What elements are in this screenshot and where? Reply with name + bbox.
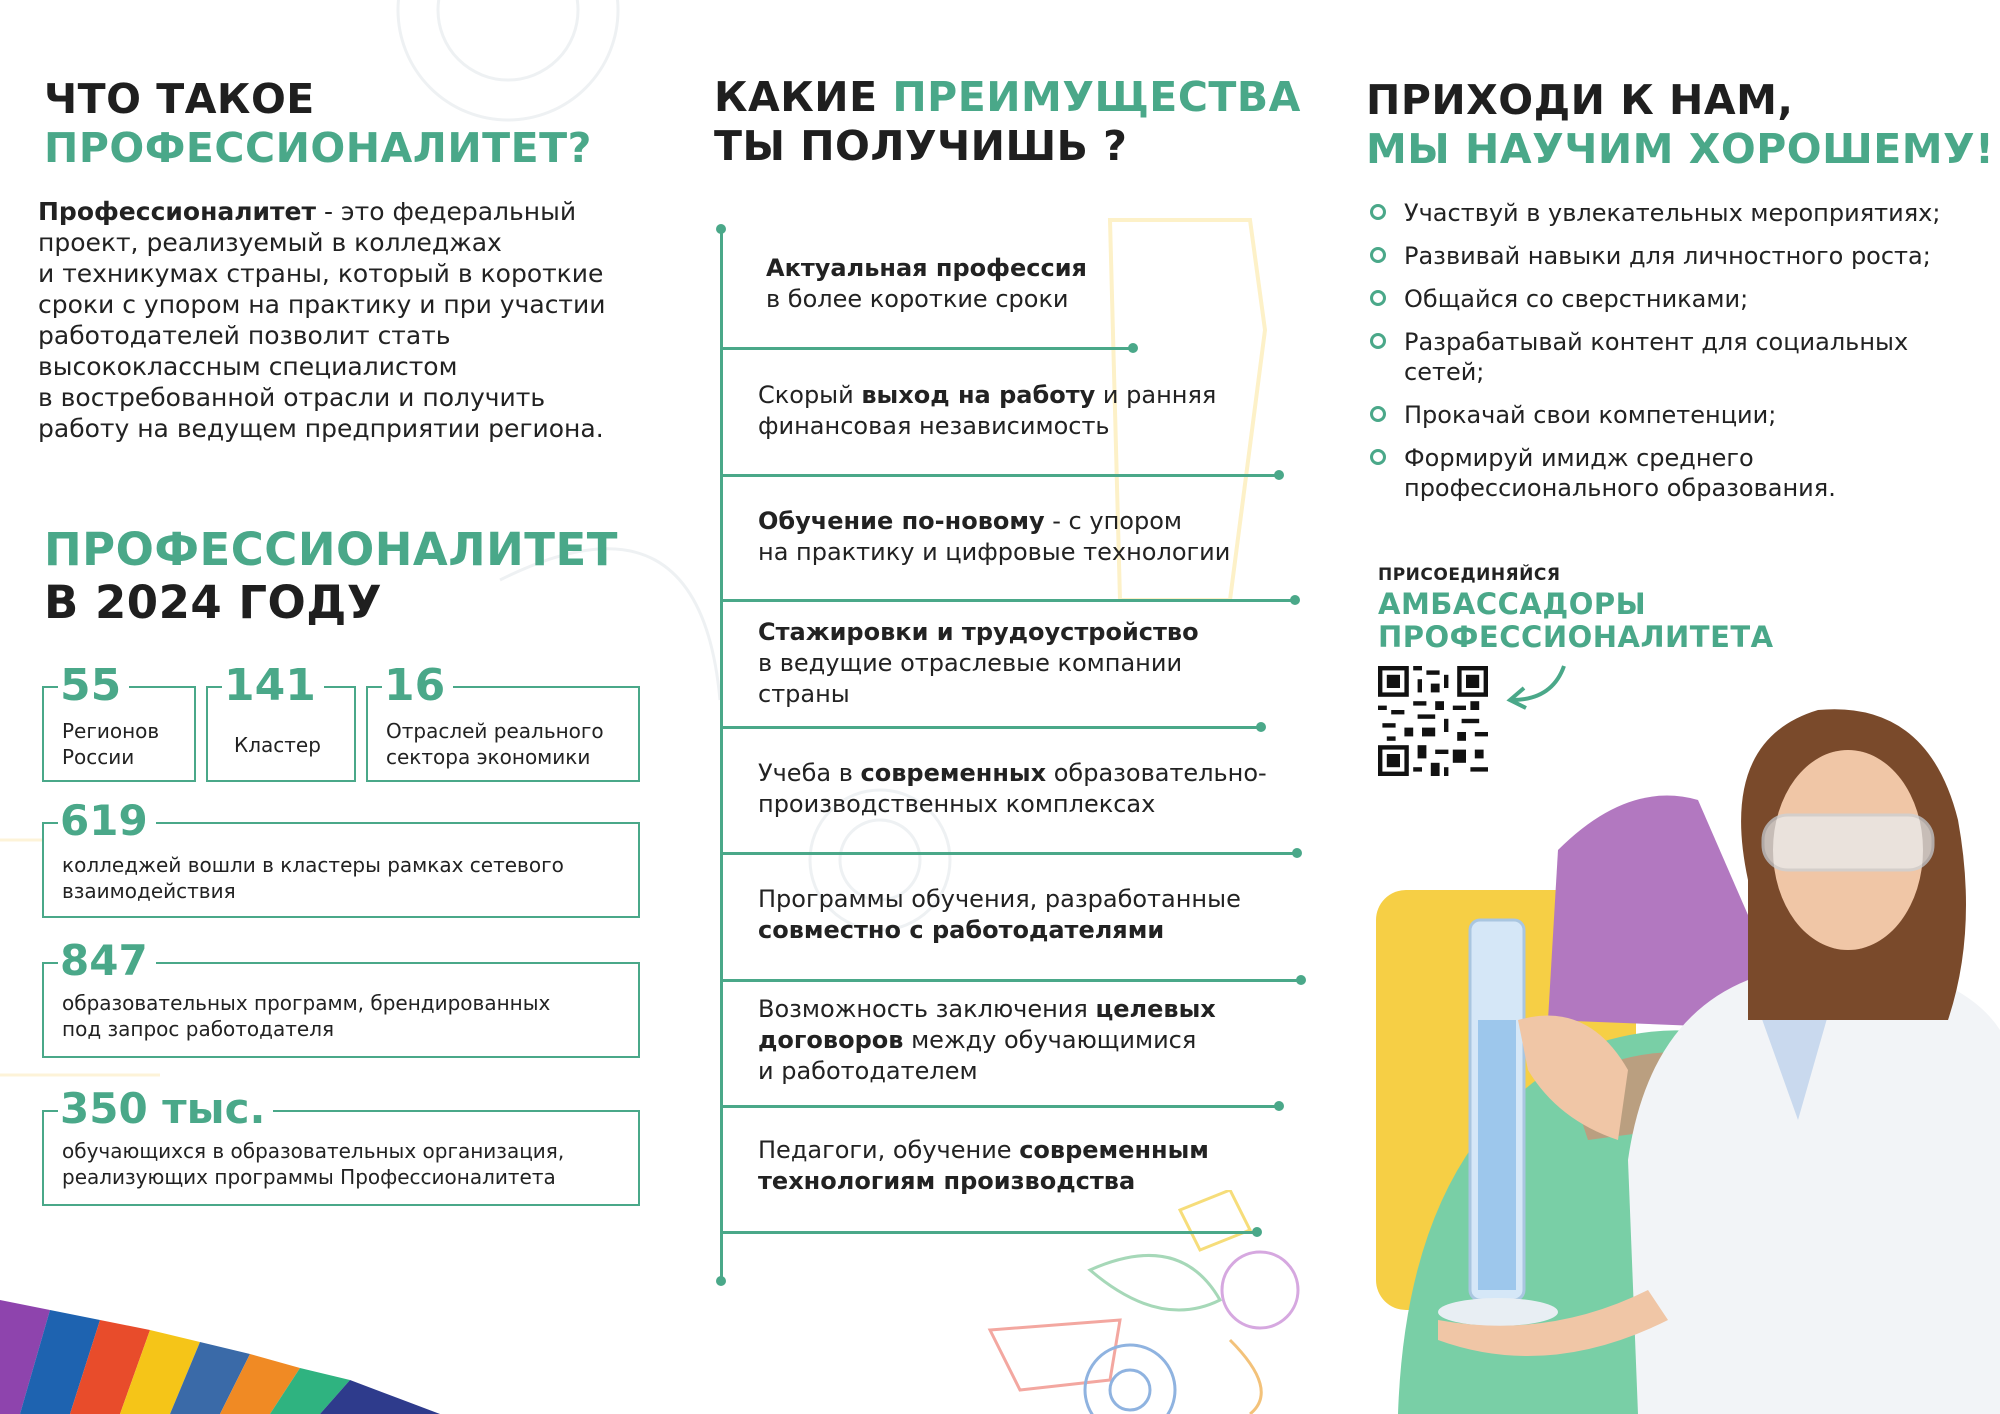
intro-bold-term: Профессионалитет xyxy=(38,197,316,226)
ambassadors-line2: ПРОФЕССИОНАЛИТЕТА xyxy=(1378,619,1774,654)
intro-line: и техникумах страны, который в короткие xyxy=(38,259,604,288)
stat-programs xyxy=(42,936,640,1058)
arrow-icon xyxy=(1502,662,1570,710)
stat-label-line1: Регионов xyxy=(62,719,160,743)
stat-label xyxy=(62,1138,564,1190)
stat-number: 350 тыс. xyxy=(58,1088,273,1130)
stat-label-line1: образовательных программ, брендированных xyxy=(62,991,551,1015)
stat-number: 16 xyxy=(382,664,453,708)
join-label: ПРИСОЕДИНЯЙСЯ xyxy=(1378,565,1561,585)
benefit-bold: совместно с работодателями xyxy=(758,916,1165,944)
timeline-separator xyxy=(722,474,1278,477)
stat-label-line1: колледжей вошли в кластеры рамках сетевого xyxy=(62,853,564,877)
list-item xyxy=(1368,241,1988,271)
intro-line: работу на ведущем предприятии региона. xyxy=(38,414,604,443)
circle-bullet-icon xyxy=(1370,247,1386,263)
outline-shapes xyxy=(980,1190,1340,1414)
benefit-bold: современным xyxy=(1019,1136,1209,1164)
list-item-text: Формируй имидж среднего профессионального образования. xyxy=(1404,444,1836,502)
stat-students xyxy=(42,1084,640,1206)
timeline-separator xyxy=(722,1105,1278,1108)
stat-label-line1: обучающихся в образовательных организация, xyxy=(62,1139,565,1163)
benefit-text: страны xyxy=(758,680,850,708)
stat-label xyxy=(234,732,321,758)
stat-label xyxy=(62,852,564,904)
timeline-dot xyxy=(1274,1101,1284,1111)
join-us-heading-line1: ПРИХОДИ К НАМ, xyxy=(1366,76,1794,124)
benefits-heading-part1: КАКИЕ xyxy=(714,73,893,121)
benefit-item xyxy=(758,506,1230,568)
benefit-item xyxy=(758,994,1216,1087)
what-is-heading xyxy=(44,75,592,173)
stat-clusters xyxy=(206,660,356,782)
timeline-dot xyxy=(1296,975,1306,985)
stats-heading-line1: ПРОФЕССИОНАЛИТЕТ xyxy=(44,523,618,576)
timeline-dot xyxy=(1292,848,1302,858)
benefit-item xyxy=(758,884,1241,946)
benefit-item xyxy=(758,617,1199,710)
circle-bullet-icon xyxy=(1370,406,1386,422)
stat-label-line2: взаимодействия xyxy=(62,879,236,903)
stat-label-line1: Отраслей реального xyxy=(386,719,604,743)
benefit-bold: технологиям производства xyxy=(758,1167,1136,1195)
benefit-bold: современных xyxy=(860,759,1047,787)
stat-regions xyxy=(42,660,196,782)
what-is-heading-line2: ПРОФЕССИОНАЛИТЕТ? xyxy=(44,124,592,173)
activities-list xyxy=(1368,198,1988,516)
circle-bullet-icon xyxy=(1370,204,1386,220)
stat-label xyxy=(62,718,159,770)
timeline-dot xyxy=(1274,470,1284,480)
circle-bullet-icon xyxy=(1370,290,1386,306)
benefits-heading-line1 xyxy=(714,73,1301,122)
benefit-text: Педагоги, обучение xyxy=(758,1136,1020,1164)
ambassadors-line1: АМБАССАДОРЫ xyxy=(1378,587,1647,621)
timeline-line xyxy=(720,228,723,1280)
benefit-text: и ранняя xyxy=(1095,381,1217,409)
benefit-item xyxy=(766,253,1087,315)
benefit-item xyxy=(758,758,1267,820)
timeline-separator xyxy=(722,726,1260,729)
benefit-item xyxy=(758,1135,1209,1197)
benefits-heading-line2: ТЫ ПОЛУЧИШЬ ? xyxy=(714,122,1128,171)
what-is-heading-line1: ЧТО ТАКОЕ xyxy=(44,75,315,123)
benefit-item xyxy=(758,380,1216,442)
list-item-text: Развивай навыки для личностного роста; xyxy=(1404,242,1931,270)
stat-label-line1: Кластер xyxy=(234,733,321,757)
benefit-text: и работодателем xyxy=(758,1057,978,1085)
intro-line: работодателей позволит стать xyxy=(38,321,451,350)
intro-line: в востребованной отрасли и получить xyxy=(38,383,546,412)
timeline-separator xyxy=(722,852,1296,855)
intro-line: проект, реализуемый в колледжах xyxy=(38,228,502,257)
list-item-text: Разрабатывай контент для социальных сетей; xyxy=(1404,328,1909,386)
timeline-dot xyxy=(1252,1227,1262,1237)
stat-label-line2: сектора экономики xyxy=(386,745,591,769)
stat-label-line2: России xyxy=(62,745,135,769)
benefit-text: финансовая независимость xyxy=(758,412,1110,440)
benefit-bold: Актуальная профессия xyxy=(766,254,1087,282)
stats-heading xyxy=(44,524,618,629)
benefit-bold: целевых xyxy=(1095,995,1216,1023)
list-item xyxy=(1368,284,1988,314)
intro-line: высококлассным специалистом xyxy=(38,352,458,381)
benefit-text: на практику и цифровые технологии xyxy=(758,538,1231,566)
benefit-text: Программы обучения, разработанные xyxy=(758,885,1241,913)
join-us-heading xyxy=(1366,76,1994,174)
benefit-text: - с упором xyxy=(1044,507,1182,535)
benefit-text: образовательно- xyxy=(1046,759,1267,787)
stat-industries xyxy=(366,660,640,782)
stat-number: 619 xyxy=(58,800,156,842)
stat-label-line2: под запрос работодателя xyxy=(62,1017,335,1041)
timeline-separator xyxy=(722,599,1294,602)
benefits-heading-part2: ПРЕИМУЩЕСТВА xyxy=(892,73,1301,121)
intro-paragraph xyxy=(38,196,658,444)
list-item xyxy=(1368,400,1988,430)
benefit-bold: Обучение по-новому xyxy=(758,507,1045,535)
timeline-separator xyxy=(722,979,1300,982)
benefit-text: между обучающимися xyxy=(911,1026,1197,1054)
circle-bullet-icon xyxy=(1370,449,1386,465)
stat-number: 847 xyxy=(58,940,156,982)
benefits-heading xyxy=(714,73,1301,171)
list-item-text: Прокачай свои компетенции; xyxy=(1404,401,1777,429)
circle-bullet-icon xyxy=(1370,333,1386,349)
intro-line: сроки с упором на практику и при участии xyxy=(38,290,606,319)
benefit-text: Возможность заключения xyxy=(758,995,1096,1023)
ambassadors-title xyxy=(1378,588,1774,654)
qr-code[interactable] xyxy=(1378,666,1488,776)
timeline-dot xyxy=(1256,722,1266,732)
list-item xyxy=(1368,198,1988,228)
timeline-dot xyxy=(716,1276,726,1286)
timeline-dot xyxy=(1128,343,1138,353)
rainbow-stripes xyxy=(0,1280,460,1414)
list-item xyxy=(1368,443,1888,503)
stat-number: 55 xyxy=(58,664,129,708)
list-item-text: Участвуй в увлекательных мероприятиях; xyxy=(1404,199,1941,227)
benefit-text: производственных комплексах xyxy=(758,790,1156,818)
stat-number: 141 xyxy=(222,664,324,708)
intro-line: - это федеральный xyxy=(316,197,577,226)
benefit-text: Учеба в xyxy=(758,759,861,787)
benefit-bold: договоров xyxy=(758,1026,904,1054)
stat-label xyxy=(386,718,604,770)
timeline-separator xyxy=(722,347,1132,350)
stat-label-line2: реализующих программы Профессионалитета xyxy=(62,1165,556,1189)
join-us-heading-line2: МЫ НАУЧИМ ХОРОШЕМУ! xyxy=(1366,125,1995,174)
benefit-text: в ведущие отраслевые компании xyxy=(758,649,1183,677)
stat-label xyxy=(62,990,550,1042)
benefit-text: Скорый xyxy=(758,381,862,409)
stat-colleges xyxy=(42,796,640,918)
benefit-text: в более короткие сроки xyxy=(766,285,1069,313)
benefit-bold: выход на работу xyxy=(861,381,1096,409)
timeline-separator xyxy=(722,1231,1256,1234)
list-item xyxy=(1368,327,1928,387)
benefit-bold: Стажировки и трудоустройство xyxy=(758,618,1199,646)
timeline-dot xyxy=(716,224,726,234)
stats-heading-line2: В 2024 ГОДУ xyxy=(44,575,383,629)
list-item-text: Общайся со сверстниками; xyxy=(1404,285,1749,313)
timeline-dot xyxy=(1290,595,1300,605)
